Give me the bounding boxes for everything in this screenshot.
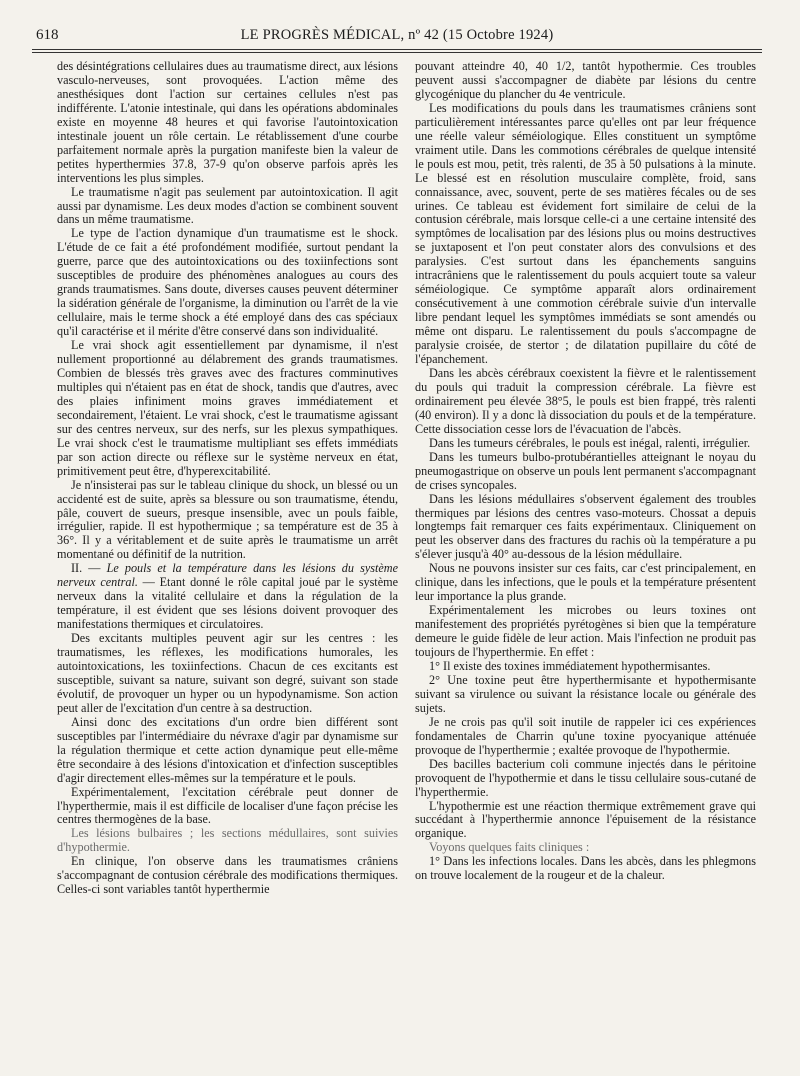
left-column: [57, 60, 398, 1060]
paragraph: Dans les lésions médullaires s'observent également des troubles thermiques par lésions des centres vaso-moteurs. Chossat a depuis longtemps fait remarquer ces faits expérimentaux. Cliniquement on peut les observer dans des fractures du rachis où la température a pu s'élever jusqu'à 40° au-dessous de la lésion médullaire.: [415, 491, 756, 562]
list-item: 2° Une toxine peut être hyperthermisante et hypothermisante suivant sa virulence ou suivant la résistance locale ou générale des sujets.: [415, 672, 756, 715]
paragraph: pouvant atteindre 40, 40 1/2, tantôt hypothermie. Ces troubles peuvent aussi s'accompagner de diabète par lésions du centre glycogénique du plancher du 4e ventricule.: [415, 60, 756, 101]
paragraph: Le traumatisme n'agit pas seulement par autointoxication. Il agit aussi par dynamisme. Les deux modes d'action se combinent souvent dans un même traumatisme.: [57, 184, 398, 227]
page-number: 618: [36, 27, 59, 43]
list-item: 1° Dans les infections locales. Dans les abcès, dans les phlegmons on trouve localement de la rougeur et de la chaleur.: [415, 854, 756, 883]
paragraph: Nous ne pouvons insister sur ces faits, car c'est principalement, en clinique, dans les infections, que le pouls et la température présentent leur importance la plus grande.: [415, 561, 756, 604]
section-heading-paragraph: II. — Le pouls et la température dans les lésions du système nerveux central. — Etant donné le rôle capital joué par le système nerveux dans la vitalité cellulaire et dans la régulation de la température, il est évident que ses lésions doivent provoquer des manifestations thermiques et circulatoires.: [57, 561, 398, 632]
paragraph: Les modifications du pouls dans les traumatismes crâniens sont particulièrement intéressantes parce qu'elles ont par leur fréquence une réelle valeur séméiologique. Elles constituent un symptôme vraiment utile. Dans les commotions cérébrales de quelque intensité le pouls est mou, petit, très ralenti, de 35 à 50 pulsations à la minute. Le blessé est en résolution musculaire complète, froid, sans connaissance, avec, souvent, perte de ses matières fécales ou de ses urines. Ce tableau est évidement fort similaire de celui de la contusion cérébrale, mais lorsque celle-ci a une certaine intensité des symptômes de localisation par des lésions plus ou moins destructives se juxtaposent et l'on peut constater alors des convulsions et des paralysies. C'est surtout dans les épanchements sanguins intracrâniens que le ralentissement du pouls acquiert toute sa valeur séméiologique. Ce symptôme apparaît alors ordinairement consécutivement à une commotion cérébrale suivie d'un intervalle libre pendant lequel les symptômes immédiats se sont amendés ou même ont disparu. Le ralentissement du pouls s'accompagne de paralysie croisée, de stertor ; de dilatation pupillaire du côté de l'épanchement.: [415, 100, 756, 367]
paragraph: Expérimentalement les microbes ou leurs toxines ont manifestement des propriétés pyrétogènes si bien que la température demeure le guide fidèle de leur action. Mais l'infection ne produit pas toujours de l'hyperthermie. En effet :: [415, 603, 756, 660]
section-title: Le pouls et la température dans les lésions du système nerveux central.: [57, 561, 398, 590]
right-column: [415, 60, 756, 1060]
paragraph: Les lésions bulbaires ; les sections médullaires, sont suivies d'hypothermie.: [57, 826, 398, 855]
paragraph: L'hypothermie est une réaction thermique extrêmement grave qui succédant à l'hyperthermie annonce l'épuisement de la résistance organique.: [415, 798, 756, 841]
page-header: [32, 27, 762, 47]
paragraph: Je n'insisterai pas sur le tableau clinique du shock, un blessé ou un accidenté est de suite, après sa blessure ou son traumatisme, étendu, pâle, couvert de sueurs, presque insensible, avec un pouls faible, irrégulier, rapide. Il est hypothermique ; sa température est de 35 à 36°. Il y a véritablement et de suite après le traumatisme un arrêt momentané ou définitif de la nutrition.: [57, 477, 398, 562]
paragraph: Je ne crois pas qu'il soit inutile de rappeler ici ces expériences fondamentales de Charrin qu'une toxine pyocyanique atténuée provoque de l'hyperthermie ; exaltée provoque de l'hypothermie.: [415, 714, 756, 757]
paragraph: Le vrai shock agit essentiellement par dynamisme, il n'est nullement proportionné au délabrement des grands traumatismes. Combien de blessés très graves avec des fractures comminutives multiples qui n'étaient pas en état de shock, tandis que d'autres, avec des plaies infiniment moins graves immédiatement et secondairement, l'étaient. Le vrai shock, c'est le traumatisme agissant sur des centres nerveux, sur des nerfs, sur les plexus sympathiques. Le vrai shock c'est le traumatisme multipliant ses effets immédiats par son action directe ou réflexe sur le système nerveux en état, primitivement peut être, d'hyperexcitabilité.: [57, 338, 398, 478]
paragraph: Dans les tumeurs cérébrales, le pouls est inégal, ralenti, irrégulier.: [429, 435, 751, 450]
paragraph: En clinique, l'on observe dans les traumatismes crâniens s'accompagnant de contusion cérébrale des modifications thermiques. Celles-ci sont variables tantôt hyperthermie: [57, 854, 398, 897]
paragraph: Le type de l'action dynamique d'un traumatisme est le shock. L'étude de ce fait a été profondément modifiée, surtout pendant la guerre, parce que des autointoxications ou des toxiinfections sont susceptibles de produire des phénomènes analogues au cours des grands traumatismes. Sans doute, diverses causes peuvent déterminer la sidération générale de l'organisme, la diminution ou l'arrêt de la vie cellulaire, mais le terme shock a été employé dans des cas spéciaux qu'il caractérise et il mérite d'être conservé dans son individualité.: [57, 226, 398, 339]
paragraph: Des bacilles bacterium coli commune injectés dans le péritoine provoquent de l'hypothermie et dans le tissu cellulaire sous-cutané de l'hyperthermie.: [415, 756, 756, 799]
paragraph: Des excitants multiples peuvent agir sur les centres : les traumatismes, les réflexes, les modifications humorales, les autointoxications, les toxiinfections. Chacun de ces excitants est susceptible, suivant sa nature, suivant son degré, suivant son stade évolutif, de provoquer un hyper ou un hypodynamisme. Son action peut aller de l'excitation d'un centre à sa destruction.: [57, 631, 398, 715]
header-rule-bottom: [32, 52, 762, 53]
paragraph: Expérimentalement, l'excitation cérébrale peut donner de l'hyperthermie, mais il est difficile de localiser d'une façon précise les centres thermogènes de la base.: [57, 784, 398, 827]
paragraph: Dans les abcès cérébraux coexistent la fièvre et le ralentissement du pouls qui traduit la compression cérébrale. La fièvre est ordinairement peu élevée 38°5, le pouls est bien frappé, très ralenti (40 environ). Il y a donc là dissociation du pouls et de la température. Cette dissociation cesse lors de l'évacuation de l'abcès.: [415, 365, 756, 436]
paragraph: Voyons quelques faits cliniques :: [429, 840, 590, 855]
paragraph: des désintégrations cellulaires dues au traumatisme direct, aux lésions vasculo-nerveuses, sont provoquées. L'action même des anesthésiques dont l'action sur certaines cellules n'est pas indifférente. L'atonie intestinale, qui dans les opérations abdominales existe en moyenne 48 heures et qui favorise l'autointoxication intestinale jouent un rôle certain. Le rétablissement d'une courbe parfaitement normale après la purgation manifeste bien la valeur de petites hyperthermies 37.8, 37-9 qu'on observe parfois après les interventions les plus simples.: [57, 60, 398, 185]
header-rule-top: [32, 49, 762, 50]
list-item: 1° Il existe des toxines immédiatement hypothermisantes.: [429, 658, 711, 673]
paragraph: Ainsi donc des excitations d'un ordre bien différent sont susceptibles par l'intermédiaire du névraxe d'agir par dynamisme sur la régulation thermique et cette action dynamique peut elle-même être secondaire à des lésions d'intoxication et d'infection susceptibles d'agir directement elles-mêmes sur la température et le pouls.: [57, 714, 398, 785]
paragraph: Dans les tumeurs bulbo-protubérantielles atteignant le noyau du pneumogastrique on observe un pouls lent permanent s'accompagnant de crises syncopales.: [415, 449, 756, 492]
running-title: LE PROGRÈS MÉDICAL, nº 42 (15 Octobre 1924): [240, 27, 554, 43]
